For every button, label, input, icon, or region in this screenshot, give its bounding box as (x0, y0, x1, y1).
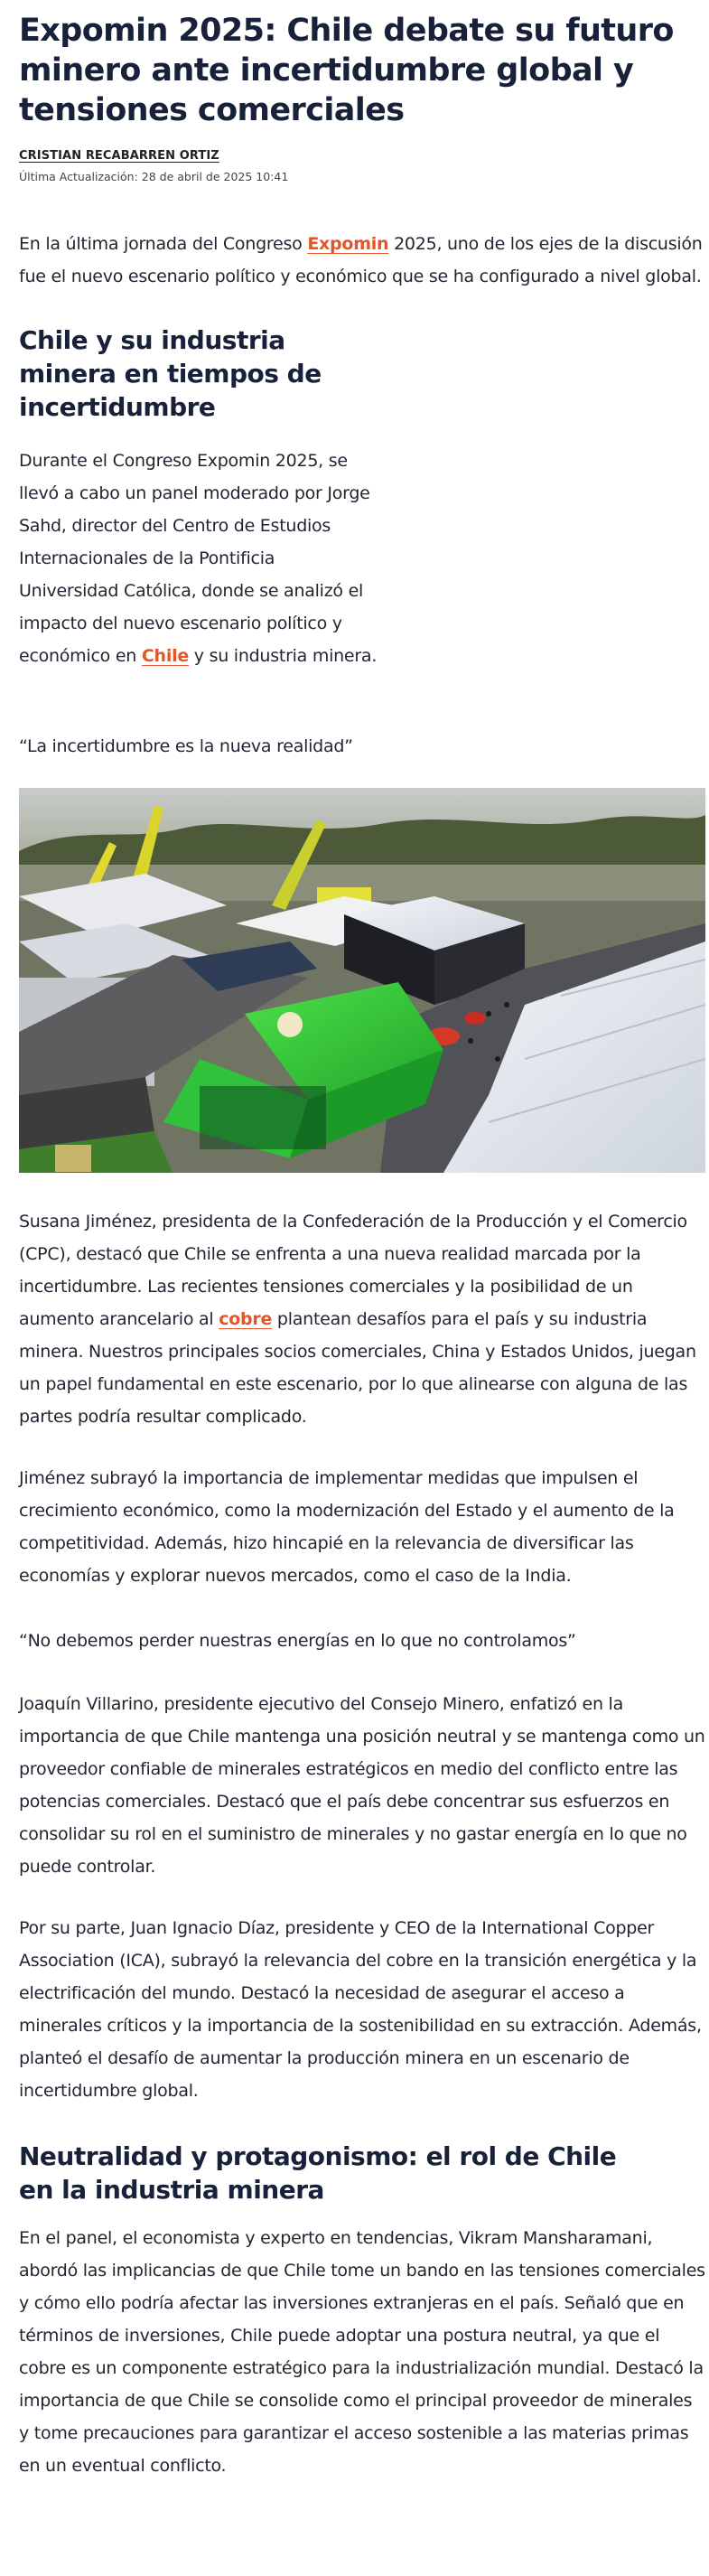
quote-energias: “No debemos perder nuestras energías en lo que no controlamos” (19, 1631, 576, 1651)
intro-text-before: En la última jornada del Congreso (19, 234, 308, 254)
expomin-aerial-photo (19, 788, 705, 1173)
jimenez-paragraph-2: Jiménez subrayó la importancia de implementar medidas que impulsen el crecimiento económico, como la modernización del Estado y el aumento de la competitividad. Además, hizo hincapié en la relevancia de diversificar las economías y explorar nuevos mercados, como el caso de la India. (19, 1468, 675, 1586)
chile-link[interactable]: Chile (141, 646, 189, 666)
jimenez1-text-before: Susana Jiménez, presidenta de la Confederación de la Producción y el Comercio (CPC), destacó que Chile se enfrenta a una nueva realidad marcada por la incertidumbre. Las recientes tensiones comerciales y la posibilidad de un aumento arancelario al (19, 1212, 687, 1329)
section1-paragraph (19, 445, 378, 672)
section-heading-neutralidad: Neutralidad y protagonismo: el rol de Chile en la industria minera (19, 2141, 617, 2205)
intro-paragraph (19, 228, 705, 293)
intro-text-after: 2025, uno de los ejes de la discusión fue el nuevo escenario político y económico que se ha configurado a nivel global. (19, 234, 703, 286)
villarino-paragraph: Joaquín Villarino, presidente ejecutivo del Consejo Minero, enfatizó en la importancia de que Chile mantenga una posición neutral y se mantenga como un proveedor confiable de minerales estratégicos en medio del conflicto entre las potencias comerciales. Destacó que el país debe concentrar sus esfuerzos en consolidar su rol en el suministro de minerales y no gastar energía en lo que no puede controlar. (19, 1694, 705, 1877)
diaz-paragraph: Por su parte, Juan Ignacio Díaz, presidente y CEO de la International Copper Association (ICA), subrayó la relevancia del cobre en la transición energética y la electrificación del mundo. Destacó la necesidad de asegurar el acceso a minerales críticos y la importancia de la sostenibilidad en su extracción. Además, planteó el desafío de aumentar la producción minera en un escenario de incertidumbre global. (19, 1918, 702, 2101)
author-link[interactable]: CRISTIAN RECABARREN ORTIZ (19, 149, 219, 163)
last-updated: Última Actualización: 28 de abril de 2025 10:41 (19, 170, 289, 183)
section1-text-after: y su industria minera. (189, 646, 378, 666)
section-heading-chile-industria: Chile y su industria minera en tiempos de incertidumbre (19, 325, 322, 422)
article (19, 0, 705, 2482)
expomin-link[interactable]: Expomin (307, 234, 389, 254)
quote-incertidumbre: “La incertidumbre es la nueva realidad” (19, 736, 353, 756)
cobre-link[interactable]: cobre (219, 1309, 273, 1329)
section1-text-before: Durante el Congreso Expomin 2025, se llevó a cabo un panel moderado por Jorge Sahd, director del Centro de Estudios Internacionales de la Pontificia Universidad Católica, donde se analizó el impacto del nuevo escenario político y económico en (19, 451, 370, 666)
jimenez-paragraph-1 (19, 1205, 705, 1433)
article-title: Expomin 2025: Chile debate su futuro minero ante incertidumbre global y tensiones comerciales (19, 13, 674, 128)
photo-illustration (19, 788, 705, 1173)
neutralidad-paragraph: En el panel, el economista y experto en tendencias, Vikram Mansharamani, abordó las implicancias de que Chile tome un bando en las tensiones comerciales y cómo ello podría afectar las inversiones extranjeras en el país. Señaló que en términos de inversiones, Chile puede adoptar una postura neutral, ya que el cobre es un componente estratégico para la industrialización mundial. Destacó la importancia de que Chile se consolide como el principal proveedor de minerales y tome precauciones para garantizar el acceso sostenible a las materias primas en un eventual conflicto. (19, 2228, 705, 2476)
jimenez1-text-after: plantean desafíos para el país y su industria minera. Nuestros principales socios comerciales, China y Estados Unidos, juegan un papel fundamental en este escenario, por lo que alinearse con alguna de las partes podría resultar complicado. (19, 1309, 696, 1427)
